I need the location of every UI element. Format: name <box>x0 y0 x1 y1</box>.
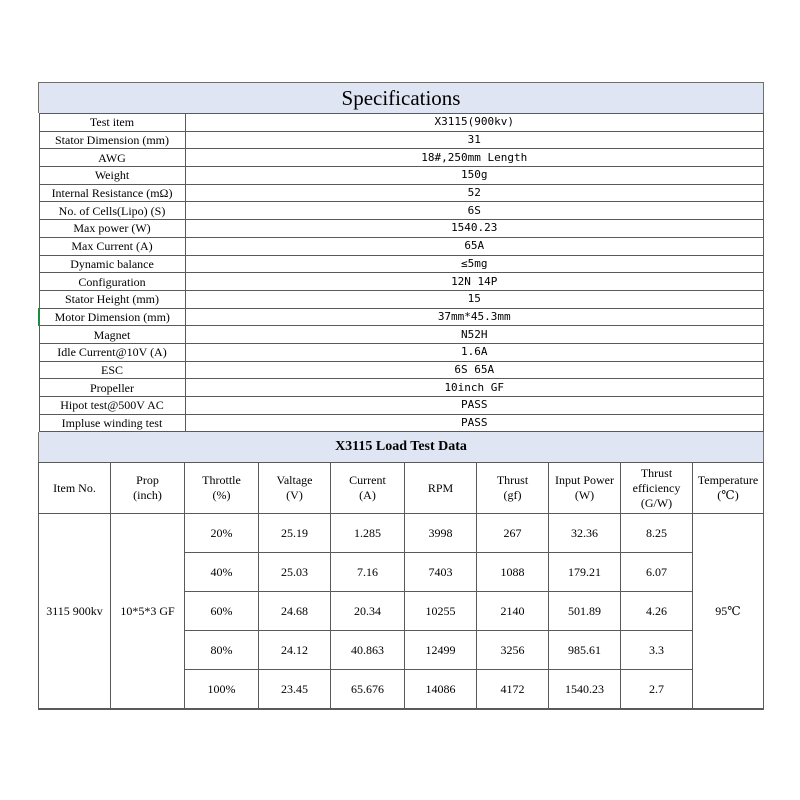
power-cell: 501.89 <box>549 592 621 631</box>
spec-row <box>39 414 764 432</box>
item-no-cell: 3115 900kv <box>39 514 111 709</box>
spec-value: N52H <box>185 326 764 344</box>
voltage-cell: 24.12 <box>259 631 331 670</box>
header-throttle: Throttle (%) <box>185 463 259 514</box>
header-temperature: Temperature (℃) <box>693 463 764 514</box>
prop-cell: 10*5*3 GF <box>111 514 185 709</box>
load-test-title: X3115 Load Test Data <box>38 432 764 462</box>
spec-value: 1540.23 <box>185 220 764 238</box>
thrust-cell: 3256 <box>477 631 549 670</box>
spec-row <box>39 308 764 326</box>
throttle-cell: 60% <box>185 592 259 631</box>
spec-value: ≤5mg <box>185 255 764 273</box>
header-efficiency: Thrust efficiency (G/W) <box>621 463 693 514</box>
spec-value: PASS <box>185 397 764 415</box>
temperature-cell: 95℃ <box>693 514 764 709</box>
throttle-cell: 20% <box>185 514 259 553</box>
spec-value: 6S 65A <box>185 361 764 379</box>
efficiency-cell: 3.3 <box>621 631 693 670</box>
load-row <box>39 514 764 553</box>
spec-label: Max power (W) <box>39 220 185 238</box>
thrust-cell: 267 <box>477 514 549 553</box>
spec-value: PASS <box>185 414 764 432</box>
thrust-cell: 4172 <box>477 670 549 709</box>
power-cell: 32.36 <box>549 514 621 553</box>
spec-value: 18#,250mm Length <box>185 149 764 167</box>
spec-label: ESC <box>39 361 185 379</box>
thrust-cell: 1088 <box>477 553 549 592</box>
spec-label: Weight <box>39 167 185 185</box>
voltage-cell: 24.68 <box>259 592 331 631</box>
spec-table <box>38 113 764 432</box>
spec-row <box>39 343 764 361</box>
power-cell: 1540.23 <box>549 670 621 709</box>
spec-label: Stator Height (mm) <box>39 290 185 308</box>
spec-value: 37mm*45.3mm <box>185 308 764 326</box>
spec-value: 10inch GF <box>185 379 764 397</box>
spec-value: 15 <box>185 290 764 308</box>
throttle-cell: 80% <box>185 631 259 670</box>
rpm-cell: 3998 <box>405 514 477 553</box>
spec-row <box>39 255 764 273</box>
spec-label: Test item <box>39 114 185 132</box>
current-cell: 40.863 <box>331 631 405 670</box>
spec-row <box>39 326 764 344</box>
spec-value: 65A <box>185 237 764 255</box>
header-current: Current (A) <box>331 463 405 514</box>
efficiency-cell: 8.25 <box>621 514 693 553</box>
spec-value: 1.6A <box>185 343 764 361</box>
throttle-cell: 40% <box>185 553 259 592</box>
voltage-cell: 23.45 <box>259 670 331 709</box>
current-cell: 1.285 <box>331 514 405 553</box>
spec-sheet <box>38 82 764 710</box>
spec-row <box>39 397 764 415</box>
spec-value: 52 <box>185 184 764 202</box>
spec-label: Stator Dimension (mm) <box>39 131 185 149</box>
spec-label: No. of Cells(Lipo) (S) <box>39 202 185 220</box>
spec-value: 150g <box>185 167 764 185</box>
rpm-cell: 10255 <box>405 592 477 631</box>
spec-value: 31 <box>185 131 764 149</box>
efficiency-cell: 2.7 <box>621 670 693 709</box>
spec-label: Dynamic balance <box>39 255 185 273</box>
power-cell: 985.61 <box>549 631 621 670</box>
power-cell: 179.21 <box>549 553 621 592</box>
spec-label: Max Current (A) <box>39 237 185 255</box>
spec-row <box>39 220 764 238</box>
thrust-cell: 2140 <box>477 592 549 631</box>
spec-label: Motor Dimension (mm) <box>39 308 185 326</box>
spec-row <box>39 361 764 379</box>
rpm-cell: 12499 <box>405 631 477 670</box>
efficiency-cell: 4.26 <box>621 592 693 631</box>
spec-row <box>39 290 764 308</box>
throttle-cell: 100% <box>185 670 259 709</box>
spec-label: Magnet <box>39 326 185 344</box>
header-prop: Prop (inch) <box>111 463 185 514</box>
spec-row <box>39 237 764 255</box>
spec-value: 6S <box>185 202 764 220</box>
spec-row <box>39 184 764 202</box>
voltage-cell: 25.19 <box>259 514 331 553</box>
spec-label: Impluse winding test <box>39 414 185 432</box>
current-cell: 65.676 <box>331 670 405 709</box>
table-bottom-border <box>38 709 764 710</box>
rpm-cell: 7403 <box>405 553 477 592</box>
spec-label: Configuration <box>39 273 185 291</box>
spec-label: Propeller <box>39 379 185 397</box>
efficiency-cell: 6.07 <box>621 553 693 592</box>
header-voltage: Valtage (V) <box>259 463 331 514</box>
current-cell: 20.34 <box>331 592 405 631</box>
spec-row <box>39 114 764 132</box>
spec-label: Idle Current@10V (A) <box>39 343 185 361</box>
spec-value: X3115(900kv) <box>185 114 764 132</box>
load-test-table <box>38 462 764 709</box>
spec-row <box>39 379 764 397</box>
rpm-cell: 14086 <box>405 670 477 709</box>
spec-row <box>39 131 764 149</box>
spec-row <box>39 149 764 167</box>
spec-value: 12N 14P <box>185 273 764 291</box>
header-thrust: Thrust (gf) <box>477 463 549 514</box>
load-header-row <box>39 463 764 514</box>
header-input-power: Input Power (W) <box>549 463 621 514</box>
spec-row <box>39 202 764 220</box>
spec-label: AWG <box>39 149 185 167</box>
spec-row <box>39 167 764 185</box>
header-rpm: RPM <box>405 463 477 514</box>
current-cell: 7.16 <box>331 553 405 592</box>
spec-row <box>39 273 764 291</box>
spec-label: Internal Resistance (mΩ) <box>39 184 185 202</box>
voltage-cell: 25.03 <box>259 553 331 592</box>
header-item-no: Item No. <box>39 463 111 514</box>
spec-title: Specifications <box>38 82 764 113</box>
spec-label: Hipot test@500V AC <box>39 397 185 415</box>
